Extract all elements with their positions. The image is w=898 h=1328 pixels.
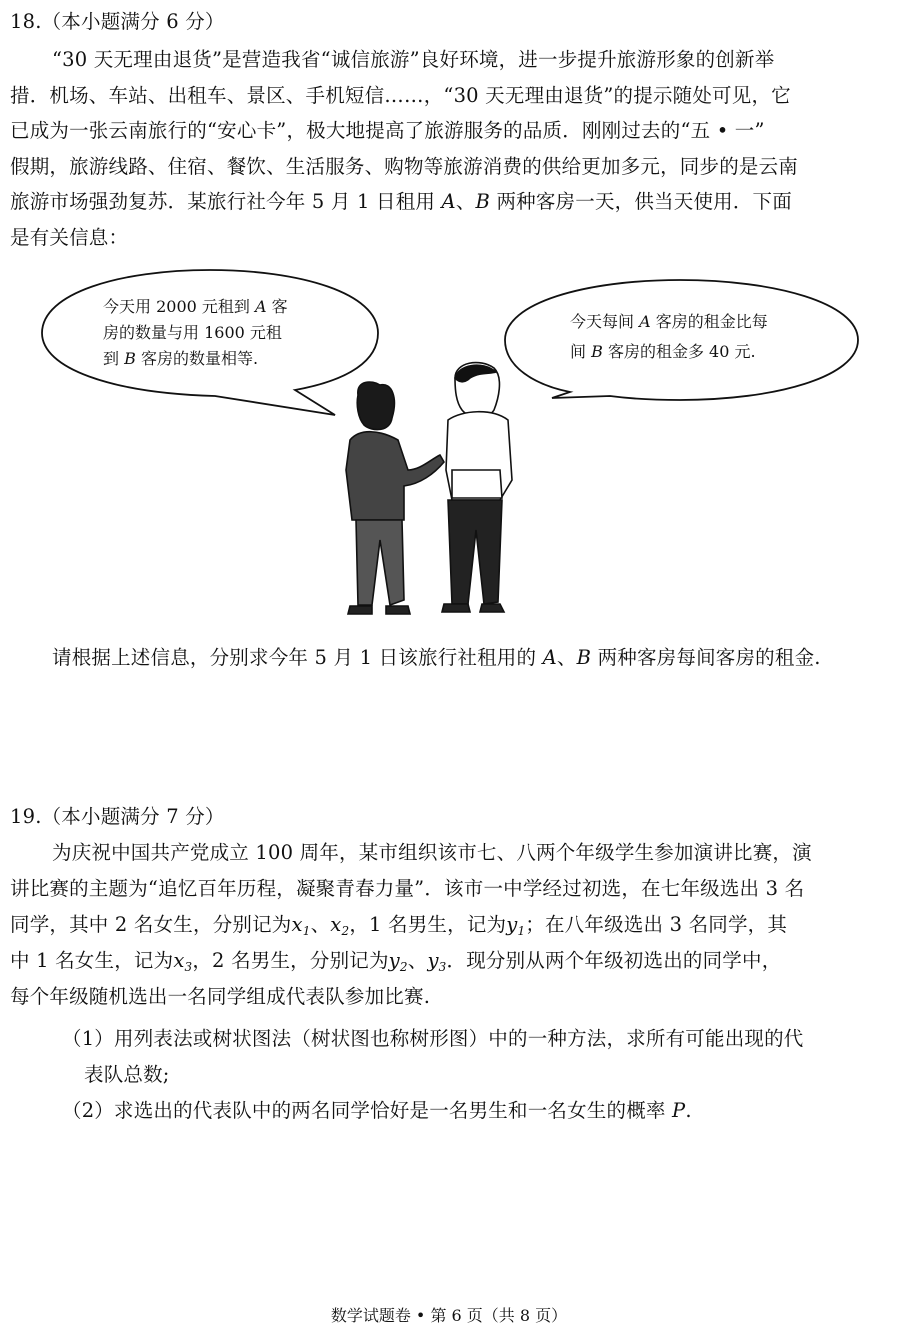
q19-header: 19.（本小题满分 7 分）: [10, 805, 225, 828]
bubble-right-line-1: 今天每间 A 客房的租金比每: [570, 312, 768, 331]
q19-subquestion-1: （1）用列表法或树状图法（树状图也称树形图）中的一种方法，求所有可能出现的代: [62, 1027, 804, 1050]
q18-question: 请根据上述信息，分别求今年 5 月 1 日该旅行社租用的 A、B 两种客房每间客房的租金.: [52, 646, 821, 669]
person-left-illustration: [346, 382, 444, 614]
q18-header: 18.（本小题满分 6 分）: [10, 10, 225, 33]
bubble-left-line-2: 房的数量与用 1600 元租: [103, 323, 282, 342]
q19-para-line-5: 每个年级随机选出一名同学组成代表队参加比赛.: [10, 985, 431, 1008]
q19-subquestion-1-cont: 表队总数;: [84, 1063, 170, 1086]
q18-para-line-4: 假期，旅游线路、住宿、餐饮、生活服务、购物等旅游消费的供给更加多元，同步的是云南: [10, 155, 799, 178]
q18-para-line-6: 是有关信息：: [10, 226, 129, 249]
q19-subquestion-2: （2）求选出的代表队中的两名同学恰好是一名男生和一名女生的概率 P.: [62, 1099, 692, 1122]
q19-para-line-1: 为庆祝中国共产党成立 100 周年，某市组织该市七、八两个年级学生参加演讲比赛，演: [52, 841, 812, 864]
q18-para-line-5: 旅游市场强劲复苏．某旅行社今年 5 月 1 日租用 A、B 两种客房一天，供当天使用．下面: [10, 190, 792, 213]
q19-para-line-4: 中 1 名女生，记为$x_3$，2 名男生，分别记为$y_2$、$y_3$．现分别从两个年级初选出的同学中，: [10, 949, 782, 974]
q18-para-line-3: 已成为一张云南旅行的“安心卡”，极大地提高了旅游服务的品质．刚刚过去的“五 • 一”: [10, 119, 765, 142]
q19-para-line-2: 讲比赛的主题为“追忆百年历程，凝聚青春力量”．该市一中学经过初选，在七年级选出 3 名: [10, 877, 805, 900]
page-footer: 数学试题卷 • 第 6 页（共 8 页）: [330, 1306, 568, 1325]
bubble-right-line-2: 间 B 客房的租金多 40 元.: [570, 342, 756, 361]
q18-para-line-1: “30 天无理由退货”是营造我省“诚信旅游”良好环境，进一步提升旅游形象的创新举: [52, 48, 775, 71]
bubble-left-line-1: 今天用 2000 元租到 A 客: [103, 297, 288, 316]
bubble-left-line-3: 到 B 客房的数量相等.: [103, 349, 259, 368]
person-right-illustration: [442, 363, 512, 612]
q18-para-line-2: 措．机场、车站、出租车、景区、手机短信……，“30 天无理由退货”的提示随处可见，它: [10, 84, 791, 107]
q19-para-line-3: 同学，其中 2 名女生，分别记为$x_1$、$x_2$，1 名男生，记为$y_1$；在八年级选出 3 名同学，其: [10, 913, 788, 938]
